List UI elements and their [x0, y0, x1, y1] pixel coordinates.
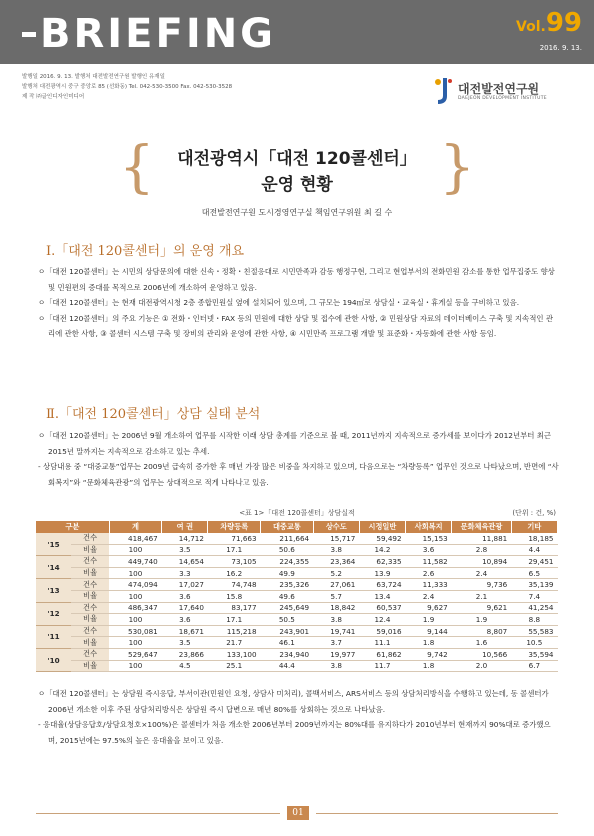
right-brace: } — [439, 135, 475, 200]
table-cell: 6.7 — [511, 660, 557, 672]
column-header: 여 권 — [162, 521, 208, 533]
institute-name: 대전발전연구원 — [458, 82, 540, 96]
column-header: 상수도 — [313, 521, 359, 533]
table-cell: 133,100 — [208, 648, 261, 660]
table-cell: 15.8 — [208, 590, 261, 602]
table-cell: 1.8 — [406, 660, 452, 672]
table-cell: 9,621 — [452, 602, 511, 614]
table-row — [36, 602, 558, 614]
consultation-table — [36, 521, 558, 672]
table-cell: 100 — [109, 590, 162, 602]
table-cell: 12.4 — [359, 614, 405, 626]
table-cell: 63,724 — [359, 579, 405, 591]
table-cell: 2.4 — [406, 590, 452, 602]
table-cell: 41,254 — [511, 602, 557, 614]
table-cell: 9,144 — [406, 625, 452, 637]
table-cell: 1.9 — [452, 614, 511, 626]
table-cell: 13.4 — [359, 590, 405, 602]
table-cell: 8,807 — [452, 625, 511, 637]
table-cell: 83,177 — [208, 602, 261, 614]
table-row — [36, 648, 558, 660]
table-cell: 3.8 — [313, 544, 359, 556]
column-header: 문화체육관광 — [452, 521, 511, 533]
table-cell: 3.8 — [313, 660, 359, 672]
table-cell: 10,566 — [452, 648, 511, 660]
table-row — [36, 614, 558, 626]
table-cell: 46.1 — [261, 637, 314, 649]
footer-line — [36, 813, 280, 814]
year-cell: '13 — [36, 579, 71, 602]
table-cell: 100 — [109, 637, 162, 649]
row-label: 건수 — [71, 648, 109, 660]
table-caption: <표 1>「대전 120콜센터」상담실적 — [239, 509, 355, 517]
row-label: 비율 — [71, 567, 109, 579]
table-cell: 418,467 — [109, 533, 162, 544]
table-cell: 1.8 — [406, 637, 452, 649]
table-cell: 486,347 — [109, 602, 162, 614]
row-label: 비율 — [71, 590, 109, 602]
table-cell: 7.4 — [511, 590, 557, 602]
table-cell: 3.6 — [162, 614, 208, 626]
table-cell: 44.4 — [261, 660, 314, 672]
paragraph: ㅇ「대전 120콜센터」는 2006년 9월 개소하여 업무를 시작한 이래 상담 총계를 기준으로 볼 때, 2011년까지 지속적으로 증가세를 보이다가 2012년부터 최근 2015년 말까지는 지속적으로 감소하고 있는 추세. — [38, 431, 552, 456]
title-line-2: 운영 현황 — [261, 175, 333, 195]
institute-name-en: DAEJEON DEVELOPMENT INSTITUTE — [458, 96, 547, 101]
table-cell: 17,027 — [162, 579, 208, 591]
table-cell: 50.6 — [261, 544, 314, 556]
table-cell: 17,640 — [162, 602, 208, 614]
table-cell: 6.5 — [511, 567, 557, 579]
table-cell: 2.1 — [452, 590, 511, 602]
table-cell: 23,866 — [162, 648, 208, 660]
table-cell: 35,139 — [511, 579, 557, 591]
table-cell: 3.8 — [313, 614, 359, 626]
row-label: 건수 — [71, 602, 109, 614]
table-cell: 115,218 — [208, 625, 261, 637]
table-cell: 14,654 — [162, 556, 208, 568]
paragraph: ㅇ「대전 120콜센터」는 상담원 즉시응답, 부서이관(민원인 요청, 상담사 미처리), 콜백서비스, ARS서비스 등의 상담처리방식을 수행하고 있는데, 동 콜센터가 2006년 개소한 이후 주된 상담처리방식은 상담원 즉시 답변으로 매년 80%를 상회하는 것으로 나타났음. — [38, 689, 549, 714]
row-label: 비율 — [71, 660, 109, 672]
table-row — [36, 660, 558, 672]
table-cell: 62,335 — [359, 556, 405, 568]
table-row — [36, 556, 558, 568]
table-cell: 243,901 — [261, 625, 314, 637]
table-cell: 9,736 — [452, 579, 511, 591]
table-cell: 100 — [109, 544, 162, 556]
row-label: 건수 — [71, 579, 109, 591]
table-unit: (단위 : 건, %) — [512, 509, 556, 517]
table-cell: 15,153 — [406, 533, 452, 544]
table-cell: 50.5 — [261, 614, 314, 626]
year-cell: '15 — [36, 533, 71, 556]
footer-line — [316, 813, 558, 814]
table-cell: 16.2 — [208, 567, 261, 579]
left-brace: { — [119, 135, 155, 200]
issue-date: 2016. 9. 13. — [539, 44, 582, 52]
year-cell: '12 — [36, 602, 71, 625]
paragraph: ㅇ「대전 120콜센터」는 시민의 상담문의에 대한 신속・정확・친절응대로 시민만족과 감동 행정구현, 그리고 현업부서의 전화민원 감소를 통한 업무집중도 향상 및 민원편의 증대를 목적으로 2006년에 개소하여 운영하고 있음. — [38, 267, 555, 292]
table-cell: 5.2 — [313, 567, 359, 579]
table-cell: 529,647 — [109, 648, 162, 660]
row-label: 건수 — [71, 625, 109, 637]
table-cell: 100 — [109, 614, 162, 626]
table-cell: 10.5 — [511, 637, 557, 649]
table-cell: 100 — [109, 567, 162, 579]
institute-logo — [432, 76, 572, 110]
table-cell: 35,594 — [511, 648, 557, 660]
table-cell: 14.2 — [359, 544, 405, 556]
author: 대전발전연구원 도시경영연구실 책임연구위원 최 길 수 — [201, 208, 393, 217]
table-cell: 4.4 — [511, 544, 557, 556]
table-cell: 9,742 — [406, 648, 452, 660]
table-cell: 29,451 — [511, 556, 557, 568]
volume-number: Vol.99 — [516, 8, 582, 38]
table-row — [36, 590, 558, 602]
column-header: 구분 — [36, 521, 109, 533]
page-number: 01 — [287, 806, 309, 820]
logo-mark-icon — [432, 76, 454, 106]
table-cell: 474,094 — [109, 579, 162, 591]
table-row — [36, 544, 558, 556]
table-cell: 18,185 — [511, 533, 557, 544]
table-cell: 18,671 — [162, 625, 208, 637]
table-cell: 11,333 — [406, 579, 452, 591]
table-cell: 59,016 — [359, 625, 405, 637]
year-cell: '11 — [36, 625, 71, 648]
table-cell: 211,664 — [261, 533, 314, 544]
table-cell: 2.6 — [406, 567, 452, 579]
table-cell: 15,717 — [313, 533, 359, 544]
page-footer — [0, 806, 594, 820]
table-cell: 55,583 — [511, 625, 557, 637]
paragraph: - 상담내용 중 “대중교통”업무는 2009년 급속히 증가한 후 매년 가장 많은 비중을 차지하고 있으며, 다음으로는 “차량등록” 업무인 것으로 나타났으며, 반면에 “사회복지”와 “문화체육관광”의 업무는 상대적으로 적게 나타나고 있음. — [38, 462, 559, 487]
column-header: 시정일반 — [359, 521, 405, 533]
table-cell: 100 — [109, 660, 162, 672]
table-cell: 3.6 — [162, 590, 208, 602]
table-cell: 530,081 — [109, 625, 162, 637]
table-cell: 3.7 — [313, 637, 359, 649]
section-1-heading: Ⅰ.「대전 120콜센터」의 운영 개요 — [46, 244, 245, 259]
table-cell: 2.8 — [452, 544, 511, 556]
table-cell: 5.7 — [313, 590, 359, 602]
table-row — [36, 567, 558, 579]
table-cell: 11.7 — [359, 660, 405, 672]
table-cell: 71,663 — [208, 533, 261, 544]
table-cell: 25.1 — [208, 660, 261, 672]
header-dash — [22, 32, 36, 37]
row-label: 비율 — [71, 637, 109, 649]
column-header: 기타 — [511, 521, 557, 533]
table-cell: 14,712 — [162, 533, 208, 544]
column-header: 차량등록 — [208, 521, 261, 533]
table-cell: 18,842 — [313, 602, 359, 614]
table-cell: 11,881 — [452, 533, 511, 544]
table-row — [36, 579, 558, 591]
column-header: 사회복지 — [406, 521, 452, 533]
table-cell: 235,326 — [261, 579, 314, 591]
table-row — [36, 533, 558, 544]
paragraph: ㅇ「대전 120콜센터」의 주요 기능은 ① 전화・인터넷・FAX 등의 민원에 대한 상담 및 접수에 관한 사항, ② 민원상담 자료의 데이터베이스 구축 및 지속적인 관리에 관한 사항, ③ 콜센터 시스템 구축 및 장비의 관리와 운영에 관한 사항, ④ 시민만족 프로그램 개발 및 표준화・자동화에 관한 사항 등임. — [38, 313, 553, 338]
section-2-heading: Ⅱ.「대전 120콜센터」상담 실태 분석 — [46, 407, 261, 422]
section-3-body — [38, 686, 560, 748]
table-cell: 73,105 — [208, 556, 261, 568]
table-cell: 9,627 — [406, 602, 452, 614]
table-cell: 1.6 — [452, 637, 511, 649]
table-row — [36, 625, 558, 637]
document-title — [119, 135, 475, 200]
table-cell: 17.1 — [208, 614, 261, 626]
table-cell: 3.5 — [162, 544, 208, 556]
table-cell: 2.4 — [452, 567, 511, 579]
row-label: 비율 — [71, 544, 109, 556]
table-cell: 245,649 — [261, 602, 314, 614]
table-cell: 1.9 — [406, 614, 452, 626]
table-cell: 449,740 — [109, 556, 162, 568]
table-row — [36, 637, 558, 649]
year-cell: '10 — [36, 648, 71, 671]
brand-title: BRIEFING — [40, 11, 277, 57]
table-cell: 3.6 — [406, 544, 452, 556]
paragraph: - 응대율(상담응답호/상담요청호×100%)은 콜센터가 처음 개소한 2006년부터 2009년까지는 80%대를 유지하다가 2010년부터 현재까지 90%대로 증가했으며, 2015년에는 97.5%의 높은 응대율을 보이고 있음. — [38, 720, 551, 745]
title-line-1: 대전광역시「대전 120콜센터」 — [177, 149, 417, 169]
table-header-row — [36, 521, 558, 533]
briefing-header — [0, 0, 594, 64]
section-2-body — [38, 428, 560, 490]
table-cell: 3.3 — [162, 567, 208, 579]
year-cell: '14 — [36, 556, 71, 579]
table-cell: 49.6 — [261, 590, 314, 602]
section-1-body — [38, 264, 560, 342]
publication-info: 발행일 2016. 9. 13. 발행처 대전발전연구원 발행인 유재일 발행처 대전광역시 중구 중앙로 85 (선화동) Tel. 042-530-3500 Fax. 042-530-3528 제 작 ㈜글인디자인미디어 — [22, 74, 233, 100]
table-cell: 8.8 — [511, 614, 557, 626]
table-cell: 10,894 — [452, 556, 511, 568]
row-label: 비율 — [71, 614, 109, 626]
table-cell: 23,364 — [313, 556, 359, 568]
table-cell: 11.1 — [359, 637, 405, 649]
table-cell: 60,537 — [359, 602, 405, 614]
table-cell: 234,940 — [261, 648, 314, 660]
table-cell: 74,748 — [208, 579, 261, 591]
row-label: 건수 — [71, 533, 109, 544]
table-cell: 19,977 — [313, 648, 359, 660]
table-cell: 4.5 — [162, 660, 208, 672]
table-body — [36, 533, 558, 672]
table-cell: 27,061 — [313, 579, 359, 591]
table-cell: 21.7 — [208, 637, 261, 649]
table-cell: 13.9 — [359, 567, 405, 579]
table-cell: 2.0 — [452, 660, 511, 672]
table-cell: 19,741 — [313, 625, 359, 637]
table-cell: 3.5 — [162, 637, 208, 649]
table-cell: 11,582 — [406, 556, 452, 568]
table-cell: 17.1 — [208, 544, 261, 556]
column-header: 대중교통 — [261, 521, 314, 533]
table-cell: 59,492 — [359, 533, 405, 544]
column-header: 계 — [109, 521, 162, 533]
paragraph: ㅇ「대전 120콜센터」는 현재 대전광역시청 2층 종합민원실 옆에 설치되어 있으며, 그 규모는 194㎡로 상담실・교육실・휴게실 등을 구비하고 있음. — [38, 298, 520, 307]
row-label: 건수 — [71, 556, 109, 568]
table-cell: 61,862 — [359, 648, 405, 660]
table-cell: 49.9 — [261, 567, 314, 579]
table-cell: 224,355 — [261, 556, 314, 568]
